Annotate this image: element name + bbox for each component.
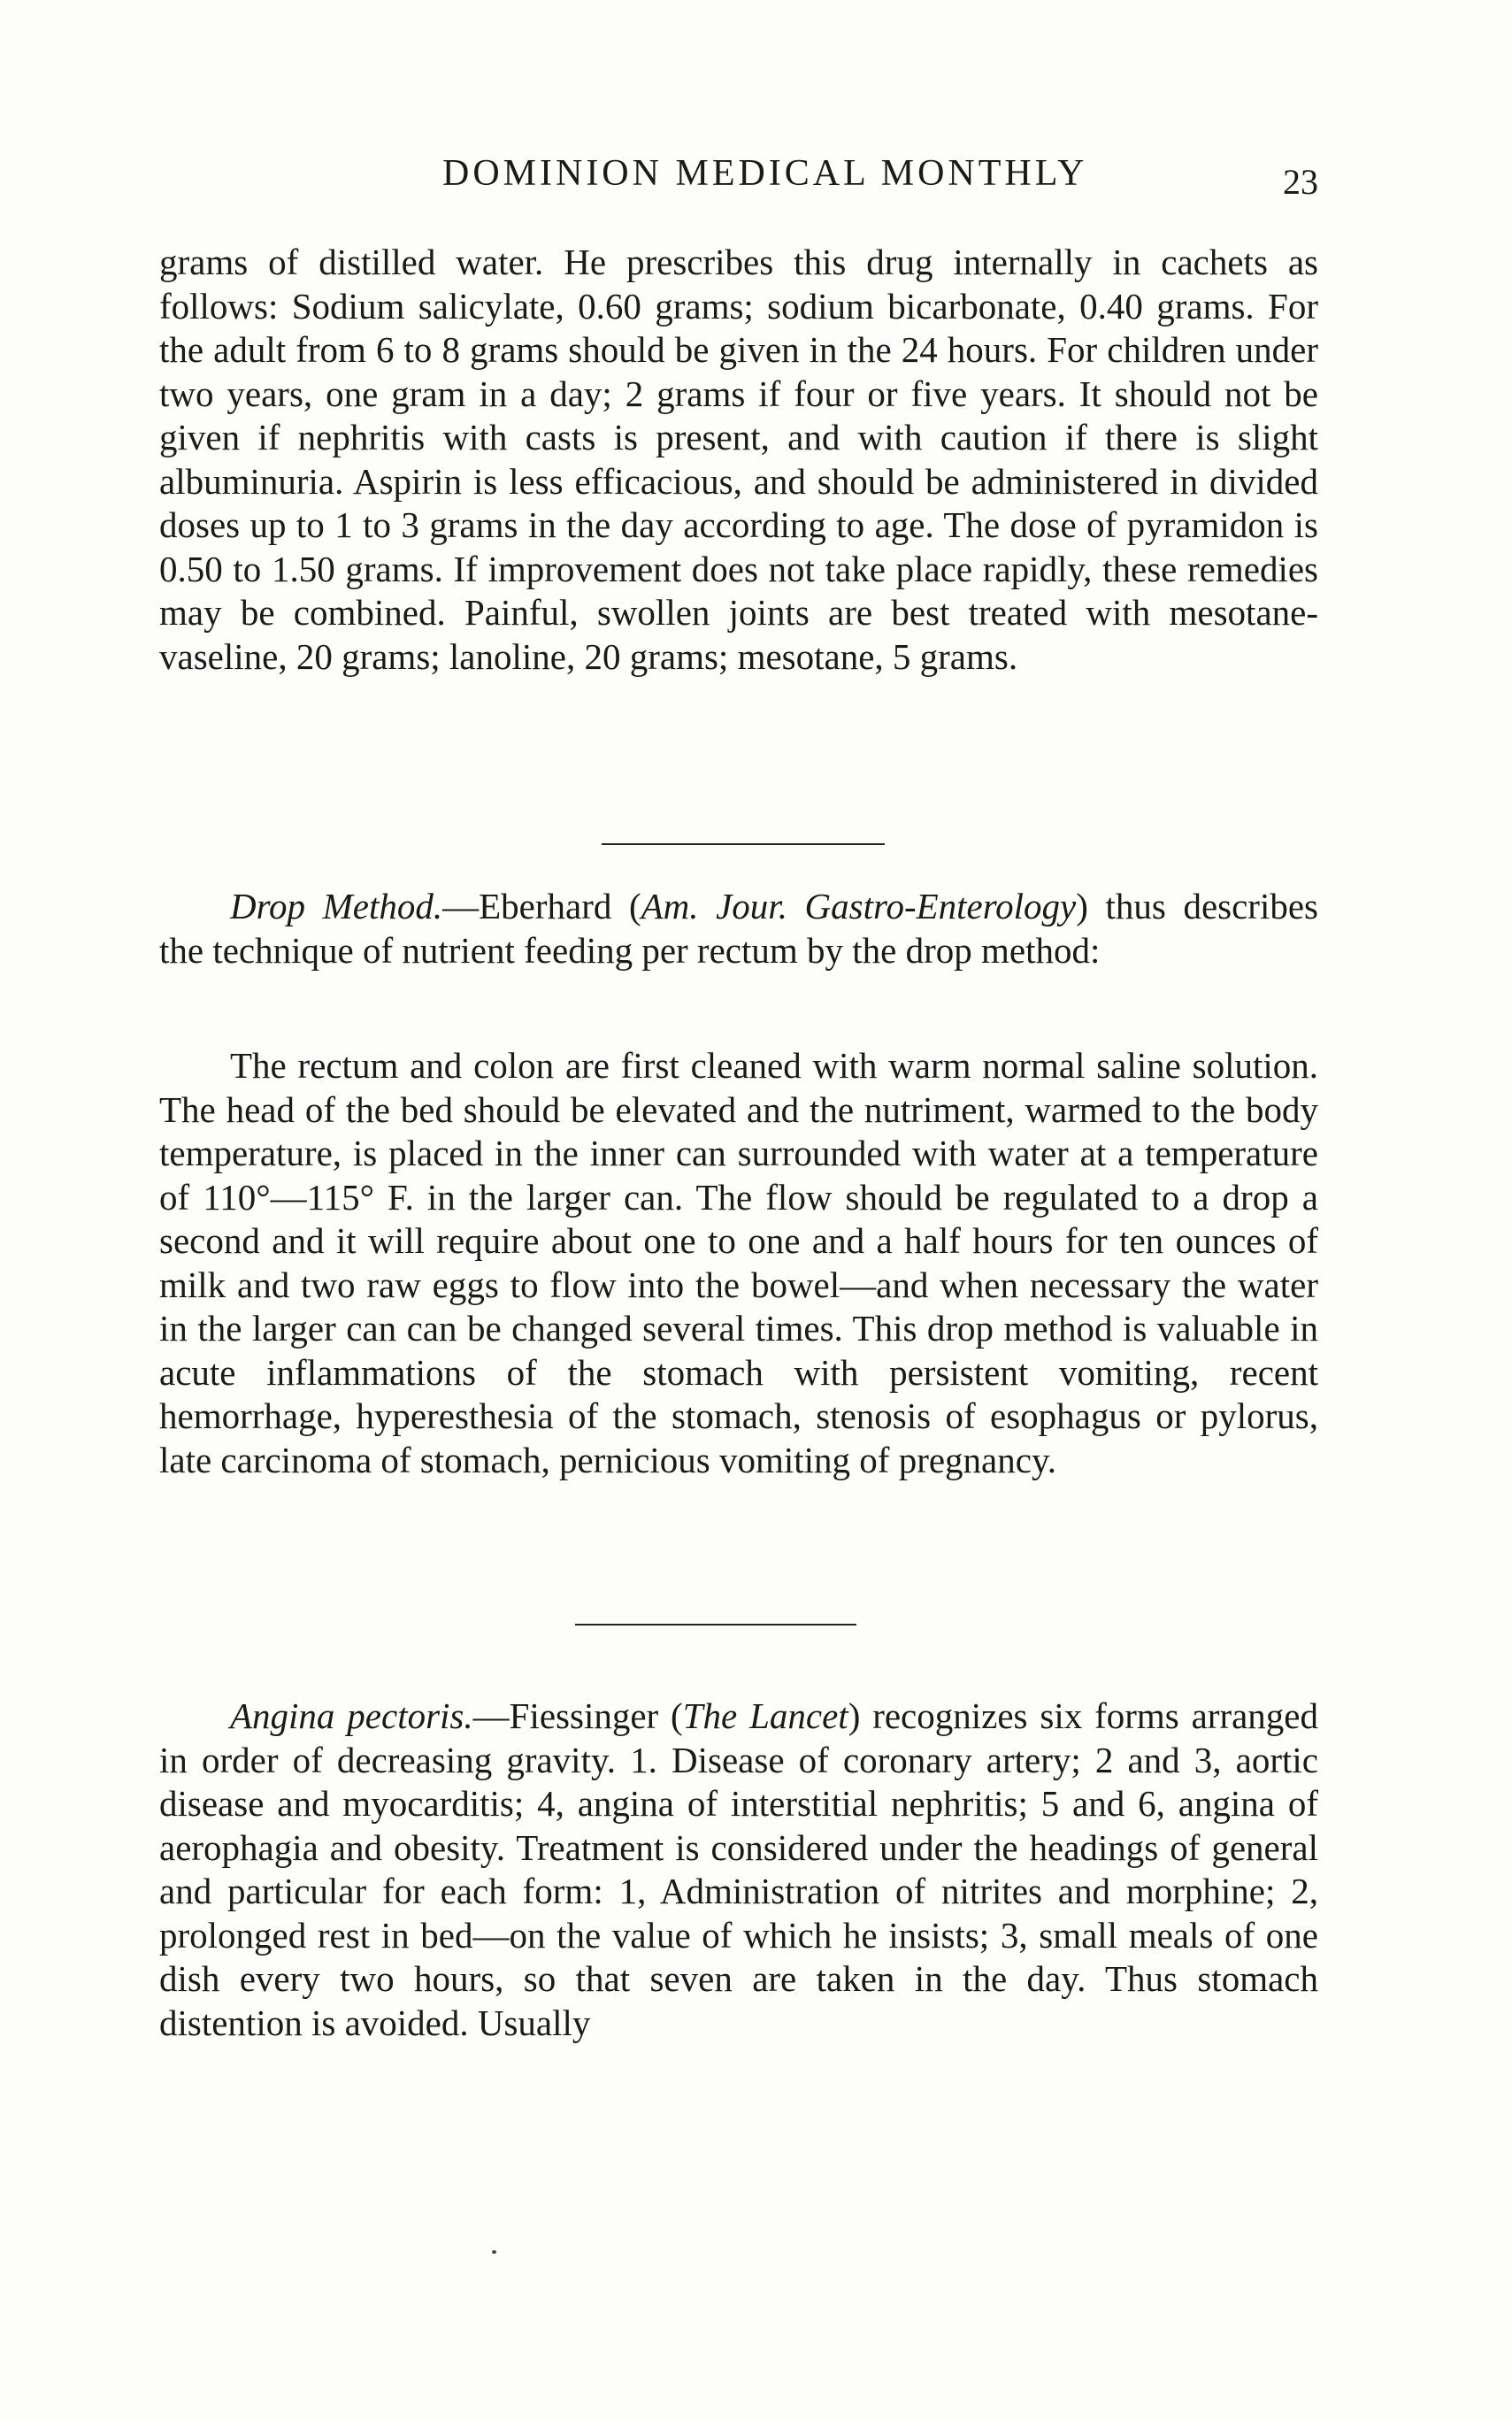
citation-open: —Eberhard ( [442, 886, 641, 926]
section-heading-angina-pectoris: Angina pectoris. [230, 1695, 473, 1736]
section-divider [602, 843, 885, 845]
section-heading-drop-method: Drop Method. [230, 886, 443, 926]
paragraph-drop-method-intro [159, 885, 1318, 972]
paragraph-text: ) recognizes six forms arranged in order of decreasing gravity. 1. Disease of coronary artery; 2 and 3, aortic disease and myocarditis; 4, angina of interstitial nephritis; 5 and 6, angina of aerophagia and obesity. Treatment is considered under the headings of general and particular for each form: 1, Administration of nitrites and morphine; 2, prolonged rest in bed—on the value of which he insists; 3, small meals of one dish every two hours, so that seven are taken in the day. Thus stomach distention is avoided. Usually [159, 1695, 1318, 2043]
paragraph-text: grams of distilled water. He prescribes this drug internally in cachets as follows: Sodium salicylate, 0.60 grams; sodium bicarbonate, 0.40 grams. For the adult from 6 to 8 grams should be given in the 24 hours. For children under two years, one gram in a day; 2 grams if four or five years. It should not be given if nephritis with casts is present, and with caution if there is slight albuminuria. Aspirin is less efficacious, and should be administered in divided doses up to 1 to 3 grams in the day according to age. The dose of pyramidon is 0.50 to 1.50 grams. If improvement does not take place rapidly, these remedies may be combined. Painful, swollen joints are best treated with mesotane-vaseline, 20 grams; lanoline, 20 grams; mesotane, 5 grams. [159, 242, 1318, 677]
paragraph-drop-method-technique [159, 1044, 1318, 1482]
print-speck [492, 2250, 496, 2254]
page-number: 23 [1283, 162, 1318, 202]
journal-title: DOMINION MEDICAL MONTHLY [442, 153, 1088, 194]
citation-open: —Fiessinger ( [472, 1695, 683, 1736]
paragraph-text: The rectum and colon are first cleaned with warm normal saline solution. The head of the bed should be elevated and the nutriment, warmed to the body temperature, is placed in the inner can surrounded with water at a temperature of 110°—115° F. in the larger can. The flow should be regulated to a drop a second and it will require about one to one and a half hours for ten ounces of milk and two raw eggs to flow into the bowel—and when necessary the water in the larger can can be changed several times. This drop method is valuable in acute inflammations of the stomach with persistent vomiting, recent hemorrhage, hyperesthesia of the stomach, stenosis of esophagus or pylorus, late carcinoma of stomach, pernicious vomiting of pregnancy. [159, 1045, 1318, 1480]
paragraph-salicylate-treatment [159, 241, 1318, 679]
paragraph-text: ) thus describes the technique of nutrient feeding per rectum by the drop method: [159, 886, 1318, 971]
running-head [159, 152, 1318, 205]
section-divider [575, 1624, 856, 1626]
citation-source: Am. Jour. Gastro-Enterology [641, 886, 1077, 926]
paragraph-angina-pectoris [159, 1695, 1318, 2045]
citation-source: The Lancet [682, 1695, 848, 1736]
